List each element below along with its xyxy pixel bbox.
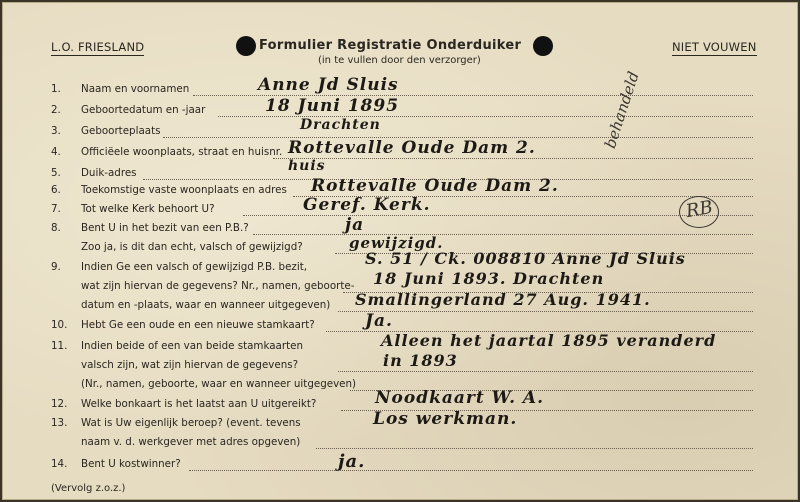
answer-line — [338, 311, 753, 312]
answer-hiding-address: huis — [288, 158, 326, 174]
answer-occupation: Los werkman. — [373, 409, 518, 429]
do-not-fold-label: NIET VOUWEN — [672, 40, 757, 54]
question-label: Officiëele woonplaats, straat en huisnr. — [81, 146, 283, 158]
punch-hole-right — [533, 36, 553, 56]
question-number: 5. — [51, 167, 61, 179]
answer-birthplace: Drachten — [300, 117, 381, 133]
question-number: 6. — [51, 184, 61, 196]
question-label: Bent U in het bezit van een P.B.? — [81, 222, 249, 234]
question-label: wat zijn hiervan de gegevens? Nr., namen, geboorte- — [81, 280, 355, 292]
answer-line — [253, 234, 753, 235]
answer-birthdate: 18 Juni 1895 — [265, 96, 400, 116]
question-label: Wat is Uw eigenlijk beroep? (event. tevens — [81, 417, 301, 429]
question-number: 12. — [51, 398, 68, 410]
answer-pb-details-3: Smallingerland 27 Aug. 1941. — [355, 290, 651, 309]
question-number: 8. — [51, 222, 61, 234]
question-number: 13. — [51, 417, 68, 429]
question-number: 1. — [51, 83, 61, 95]
answer-stamkaart-details-2: in 1893 — [383, 351, 458, 370]
answer-stamkaart-details-1: Alleen het jaartal 1895 veranderd — [381, 331, 717, 350]
question-label: Zoo ja, is dit dan echt, valsch of gewijzigd? — [81, 241, 303, 253]
answer-future-address: Rottevalle Oude Dam 2. — [311, 176, 559, 196]
answer-pb-details-1: S. 51 / Ck. 008810 Anne Jd Sluis — [365, 249, 686, 268]
handled-annotation: behandeld — [601, 69, 643, 151]
question-label: Naam en voornamen — [81, 83, 190, 95]
form-subtitle: (in te vullen door den verzorger) — [318, 55, 481, 66]
answer-line — [189, 470, 753, 471]
answer-line — [338, 371, 753, 372]
organization-label: L.O. FRIESLAND — [51, 40, 145, 54]
question-label: Tot welke Kerk behoort U? — [81, 203, 215, 215]
question-number: 9. — [51, 261, 61, 273]
question-label: naam v. d. werkgever met adres opgeven) — [81, 436, 301, 448]
answer-line — [316, 448, 753, 449]
question-label: Indien beide of een van beide stamkaarten — [81, 340, 303, 352]
answer-stamkaart: Ja. — [365, 311, 393, 331]
question-label: Geboorteplaats — [81, 125, 161, 137]
answer-bonkaart: Noodkaart W. A. — [375, 388, 545, 408]
question-number: 2. — [51, 104, 61, 116]
form-title: Formulier Registratie Onderduiker — [259, 38, 522, 53]
question-label: Hebt Ge een oude en een nieuwe stamkaart? — [81, 319, 315, 331]
question-number: 7. — [51, 203, 61, 215]
question-number: 14. — [51, 458, 68, 470]
question-label: Geboortedatum en -jaar — [81, 104, 206, 116]
punch-hole-left — [236, 36, 256, 56]
answer-breadwinner: ja. — [338, 451, 366, 472]
answer-line — [218, 116, 753, 117]
question-label: Bent U kostwinner? — [81, 458, 181, 470]
initials-annotation: RB — [684, 196, 715, 223]
question-number: 10. — [51, 319, 68, 331]
question-number: 3. — [51, 125, 61, 137]
answer-church: Geref. Kerk. — [303, 195, 431, 215]
question-number: 11. — [51, 340, 68, 352]
question-label: Toekomstige vaste woonplaats en adres — [81, 184, 287, 196]
answer-has-pb: ja — [345, 215, 365, 235]
answer-pb-details-2: 18 Juni 1893. Drachten — [373, 269, 605, 288]
question-label: Indien Ge een valsch of gewijzigd P.B. bezit, — [81, 261, 307, 273]
question-label: Welke bonkaart is het laatst aan U uitgereikt? — [81, 398, 317, 410]
answer-pb-status: gewijzigd. — [349, 234, 444, 252]
question-label: datum en -plaats, waar en wanneer uitgegeven) — [81, 299, 331, 311]
answer-line — [273, 158, 753, 159]
question-number: 4. — [51, 146, 61, 158]
registration-form-card — [2, 2, 798, 500]
answer-line — [243, 215, 753, 216]
question-label: (Nr., namen, geboorte, waar en wanneer uitgegeven) — [81, 378, 357, 390]
continued-overleaf-note: (Vervolg z.o.z.) — [51, 483, 126, 494]
question-label: valsch zijn, wat zijn hiervan de gegevens? — [81, 359, 299, 371]
question-label: Duik-adres — [81, 167, 137, 179]
answer-name: Anne Jd Sluis — [258, 75, 399, 95]
answer-residence: Rottevalle Oude Dam 2. — [288, 138, 536, 158]
